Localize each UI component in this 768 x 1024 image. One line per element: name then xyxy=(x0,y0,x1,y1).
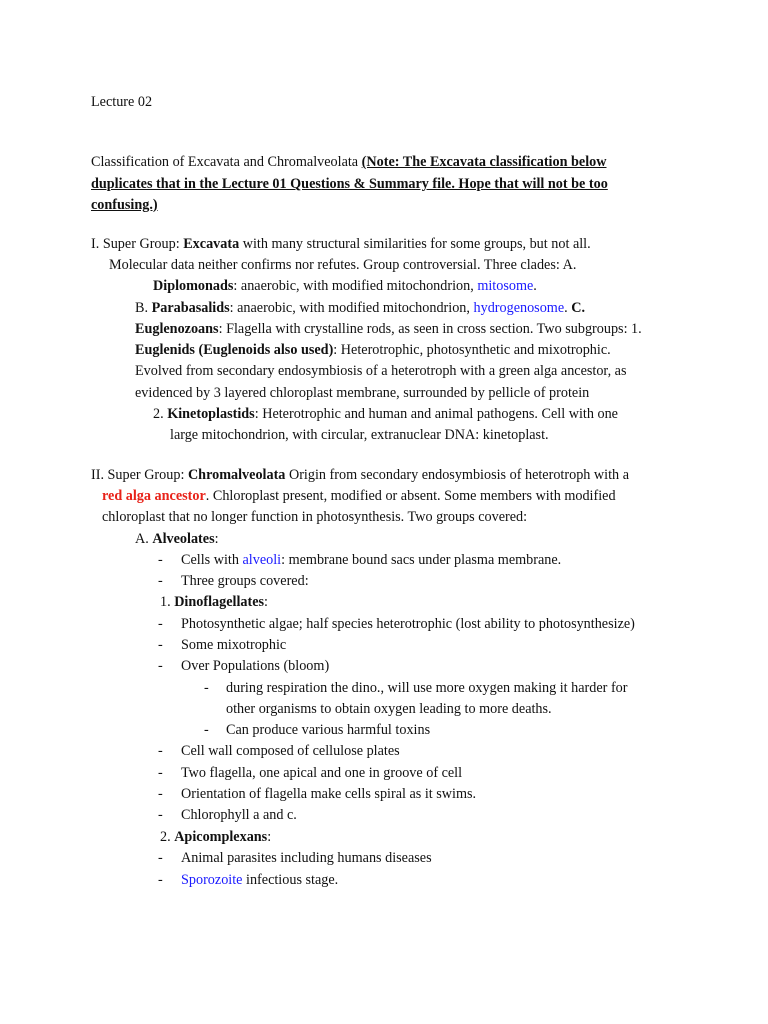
apicomplexans-heading xyxy=(160,830,271,844)
dinoflagellates-bullet-2: Some mixotrophic xyxy=(181,637,287,653)
parabasalids-end: . xyxy=(564,300,572,316)
chromalveolata-line-2 xyxy=(102,489,616,503)
lecture-title: Lecture 02 xyxy=(91,94,153,110)
apicomplexans-bullet-2-post: infectious stage. xyxy=(242,872,339,888)
mitosome-term: mitosome xyxy=(477,278,534,294)
apicomplexans-name: Apicomplexans xyxy=(174,829,268,845)
heading-plain: Classification of Excavata and Chromalveolata xyxy=(91,154,362,170)
kinetoplastids-name: Kinetoplastids xyxy=(167,406,255,422)
dinoflagellates-prefix: 1. xyxy=(160,594,175,610)
chromalveolata-heading xyxy=(91,468,629,482)
excavata-heading xyxy=(91,237,591,251)
excavata-line-2: Molecular data neither confirms nor refutes. Group controversial. Three clades: A. xyxy=(109,257,577,273)
kinetoplastids-line-2: large mitochondrion, with circular, extranuclear DNA: kinetoplast. xyxy=(170,427,549,443)
bloom-sub-bullet-1: during respiration the dino., will use more oxygen making it harder for xyxy=(226,680,628,696)
heading-note-2: duplicates that in the Lecture 01 Questions & Summary file. Hope that will not be too xyxy=(91,176,608,192)
euglenozoans-text: : Flagella with crystalline rods, as seen in cross section. Two subgroups: 1. xyxy=(218,321,642,337)
dinoflagellates-bullet-5: Two flagella, one apical and one in groove of cell xyxy=(181,765,463,781)
bloom-sub-bullet-1-cont: other organisms to obtain oxygen leading to more deaths. xyxy=(226,701,552,717)
dinoflagellates-bullet-1: Photosynthetic algae; half species heterotrophic (lost ability to photosynthesize) xyxy=(181,616,635,632)
euglenids-text: : Heterotrophic, photosynthetic and mixotrophic. xyxy=(333,342,611,358)
kinetoplastids-text: : Heterotrophic and human and animal pathogens. Cell with one xyxy=(254,406,618,422)
apicomplexans-bullet-2 xyxy=(181,873,338,887)
chromalveolata-numeral: II. Super Group: xyxy=(91,467,188,483)
chromalveolata-line-3: chloroplast that no longer function in photosynthesis. Two groups covered: xyxy=(102,509,528,525)
apicomplexans-colon: : xyxy=(267,829,272,845)
alveolates-bullet-1-post: : membrane bound sacs under plasma membrane. xyxy=(281,552,562,568)
bullet-dash: - xyxy=(158,786,163,802)
euglenids-line xyxy=(135,343,611,357)
hydrogenosome-term: hydrogenosome xyxy=(473,300,565,316)
chromalveolata-intro: Origin from secondary endosymbiosis of heterotroph with a xyxy=(285,467,629,483)
bullet-dash: - xyxy=(158,765,163,781)
kinetoplastids-line xyxy=(153,407,618,421)
sporozoite-term: Sporozoite xyxy=(181,872,243,888)
clade-c-label: C. xyxy=(571,300,586,316)
apicomplexans-bullet-1: Animal parasites including humans diseases xyxy=(181,850,432,866)
euglenids-evolved-line: Evolved from secondary endosymbiosis of a heterotroph with a green alga ancestor, as xyxy=(135,363,627,379)
parabasalids-prefix: B. xyxy=(135,300,152,316)
bullet-dash: - xyxy=(158,573,163,589)
excavata-numeral: I. Super Group: xyxy=(91,236,184,252)
heading-line-1 xyxy=(91,155,607,169)
alveolates-prefix: A. xyxy=(135,531,153,547)
alveolates-bullet-1-pre: Cells with xyxy=(181,552,243,568)
alveolates-bullet-1 xyxy=(181,553,561,567)
bullet-dash: - xyxy=(158,616,163,632)
apicomplexans-prefix: 2. xyxy=(160,829,175,845)
parabasalids-line xyxy=(135,301,585,315)
euglenids-name: Euglenids (Euglenoids also used) xyxy=(135,342,334,358)
bullet-dash: - xyxy=(158,552,163,568)
parabasalids-name: Parabasalids xyxy=(151,300,230,316)
sub-bullet-dash: - xyxy=(204,680,209,696)
bullet-dash: - xyxy=(158,743,163,759)
dinoflagellates-name: Dinoflagellates xyxy=(174,594,265,610)
dinoflagellates-bullet-6: Orientation of flagella make cells spiral as it swims. xyxy=(181,786,477,802)
chromalveolata-line-2-rest: . Chloroplast present, modified or absent. Some members with modified xyxy=(205,488,616,504)
dinoflagellates-bullet-7: Chlorophyll a and c. xyxy=(181,807,297,823)
dinoflagellates-colon: : xyxy=(264,594,268,610)
diplomonads-name: Diplomonads xyxy=(153,278,234,294)
euglenozoans-line xyxy=(135,322,642,336)
red-alga-ancestor-term: red alga ancestor xyxy=(102,488,206,504)
alveolates-name: Alveolates xyxy=(152,531,215,547)
bullet-dash: - xyxy=(158,658,163,674)
alveoli-term: alveoli xyxy=(242,552,282,568)
bullet-dash: - xyxy=(158,872,163,888)
heading-note-3: confusing.) xyxy=(91,197,158,213)
excavata-intro: with many structural similarities for some groups, but not all. xyxy=(239,236,591,252)
bullet-dash: - xyxy=(158,637,163,653)
kinetoplastids-prefix: 2. xyxy=(153,406,168,422)
diplomonads-line xyxy=(153,279,537,293)
bloom-sub-bullet-2: Can produce various harmful toxins xyxy=(226,722,431,738)
euglenids-evidenced-line: evidenced by 3 layered chloroplast membrane, surrounded by pellicle of protein xyxy=(135,385,590,401)
bullet-dash: - xyxy=(158,850,163,866)
dinoflagellates-bullet-4: Cell wall composed of cellulose plates xyxy=(181,743,400,759)
dinoflagellates-heading xyxy=(160,595,268,609)
alveolates-colon: : xyxy=(214,531,219,547)
chromalveolata-name: Chromalveolata xyxy=(187,467,286,483)
parabasalids-text: : anaerobic, with modified mitochondrion, xyxy=(229,300,474,316)
alveolates-bullet-2: Three groups covered: xyxy=(181,573,309,589)
excavata-name: Excavata xyxy=(183,236,240,252)
alveolates-heading xyxy=(135,532,219,546)
diplomonads-end: . xyxy=(533,278,537,294)
heading-note-1: (Note: The Excavata classification below xyxy=(361,154,607,170)
bullet-dash: - xyxy=(158,807,163,823)
diplomonads-text: : anaerobic, with modified mitochondrion, xyxy=(233,278,478,294)
sub-bullet-dash: - xyxy=(204,722,209,738)
dinoflagellates-bullet-3: Over Populations (bloom) xyxy=(181,658,330,674)
euglenozoans-name: Euglenozoans xyxy=(135,321,219,337)
